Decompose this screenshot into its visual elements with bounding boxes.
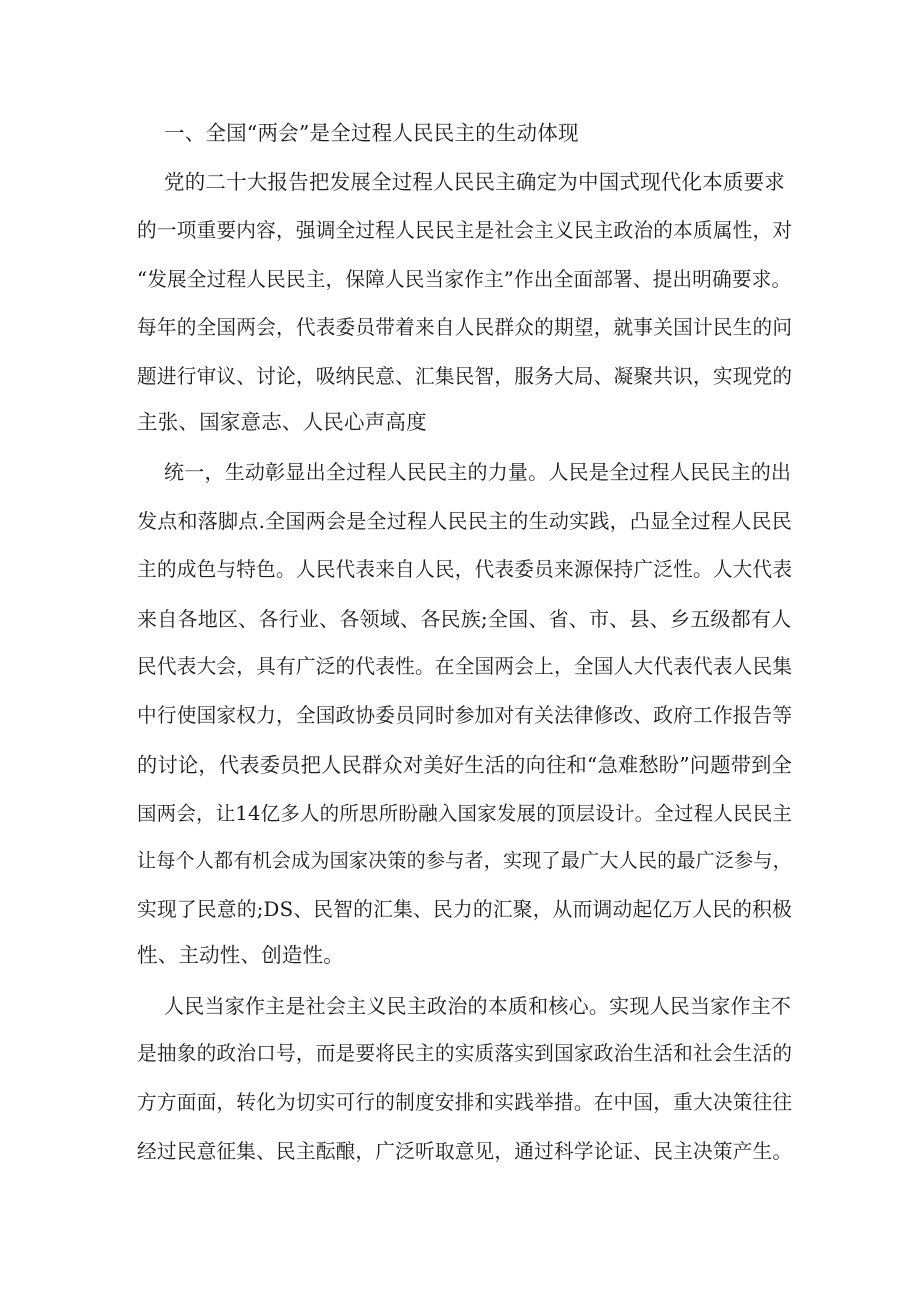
paragraph-1-line-1: 党的二十大报告把发展全过程人民民主确定为中国式现代化本质要求 xyxy=(164,170,785,194)
paragraph-3-line-4: 经过民意征集、民主酝酿，广泛听取意见，通过科学论证、民主决策产生。 xyxy=(137,1140,793,1163)
paragraph-2-line-6: 中行使国家权力，全国政协委员同时参加对有关法律修改、政府工作报告等 xyxy=(137,704,793,727)
paragraph-2-line-5: 民代表大会，具有广泛的代表性。在全国两会上，全国人大代表代表人民集 xyxy=(137,655,793,678)
paragraph-1-line-3: “发展全过程人民民主，保障人民当家作主”作出全面部署、提出明确要求。 xyxy=(137,268,792,291)
paragraph-2-line-3: 主的成色与特色。人民代表来自人民，代表委员来源保持广泛性。人大代表 xyxy=(137,558,793,581)
paragraph-2-line-8: 国两会，让14亿多人的所思所盼融入国家发展的顶层设计。全过程人民民主 xyxy=(137,802,793,825)
paragraph-2-line-9: 让每个人都有机会成为国家决策的参与者，实现了最广大人民的最广泛参与， xyxy=(137,850,792,872)
paragraph-1-line-4: 每年的全国两会，代表委员带着来自人民群众的期望，就事关国计民生的问 xyxy=(137,316,793,339)
paragraph-3-line-1: 人民当家作主是社会主义民主政治的本质和核心。实现人民当家作主不 xyxy=(164,994,792,1018)
paragraph-1-line-5: 题进行审议、讨论，吸纳民意、汇集民智，服务大局、凝聚共识，实现党的 xyxy=(137,365,793,388)
paragraph-3-line-2: 是抽象的政治口号，而是要将民主的实质落实到国家政治生活和社会生活的 xyxy=(137,1042,793,1065)
paragraph-2-line-10: 实现了民意的;DS、民智的汇集、民力的汇聚，从而调动起亿万人民的积极 xyxy=(137,898,793,921)
paragraph-2-line-11: 性、主动性、创造性。 xyxy=(137,943,344,967)
paragraph-3-line-3: 方方面面，转化为切实可行的制度安排和实践举措。在中国，重大决策往往 xyxy=(137,1091,793,1114)
section-heading: 一、全国“两会”是全过程人民民主的生动体现 xyxy=(164,121,579,145)
paragraph-2-line-1: 统一，生动彰显出全过程人民民主的力量。人民是全过程人民民主的出 xyxy=(164,460,792,484)
paragraph-2-line-4: 来自各地区、各行业、各领域、各民族;全国、省、市、县、乡五级都有人 xyxy=(137,607,792,631)
paragraph-2-line-2: 发点和落脚点.全国两会是全过程人民民主的生动实践，凸显全过程人民民 xyxy=(137,509,792,533)
paragraph-2-line-7: 的讨论，代表委员把人民群众对美好生活的向往和“急难愁盼”问题带到全 xyxy=(137,753,793,777)
paragraph-1-line-2: 的一项重要内容，强调全过程人民民主是社会主义民主政治的本质属性，对 xyxy=(137,219,793,242)
paragraph-1-line-6: 主张、国家意志、人民心声高度 xyxy=(137,410,427,434)
